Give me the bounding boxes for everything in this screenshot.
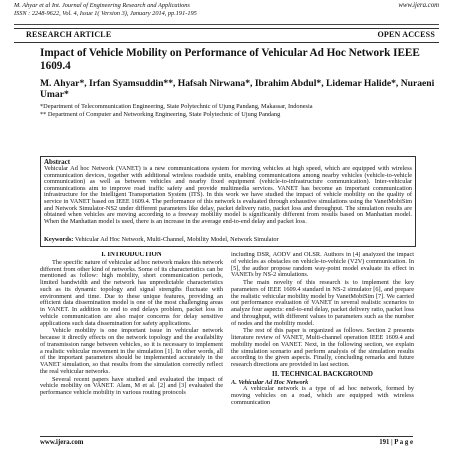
keywords-label: Keywords:: [44, 236, 74, 244]
footer-site-link[interactable]: www.ijera.com: [40, 439, 84, 446]
paragraph: including DSR, AODV and OLSR. Authors in [4] analyzed the impact of vehicles as obstacles on vehicle-to-vehicle (V2V) communication. In [5], the author propose random way-point model evaluate its effect in VANETs by NS-2 simulations.: [231, 252, 414, 279]
paragraph: The main novelty of this research is to implement the key parameters of IEEE 1609.4 standard in NS-2 simulator [6], and prepare the realistic vehicular mobility model by VanetMobiSim [7]. We carried out performance evaluation of VANET in several realistic scenarios to analyze four aspects: end-to-end delay, packet delivery ratio, packet loss and throughput, with different values to parameters such as the number of nodes and the mobility model.: [231, 279, 414, 327]
keywords-text: Vehicular Ad Hoc Network, Multi-Channel, Mobility Model, Network Simulator: [73, 236, 279, 244]
journal-citation-line1: M. Ahyar et al Int. Journal of Engineering Research and Applications: [14, 2, 190, 9]
affiliation-2: ** Department of Computer and Networking Engineering, State Polytechnic of Ujung Pandang: [40, 111, 281, 118]
abstract-heading: Abstract: [44, 158, 71, 166]
paragraph: The specific nature of vehicular ad hoc network makes this network different from other kind of networks. Some of its characteristics can be mentioned as follow: high mobility, short communication periods, limited bandwidth and the network has unpredictable characteristics such as its dynamic topology and signal strengths fluctuate with environment and time. Due to these unique features, providing an efficient data dissemination model is one of the most challenging areas in VANET. In addition to end to end delays problem, packet loss in vehicle communication are also major concerns for delay sensitive applications such data dissemination for safety applications.: [40, 258, 223, 327]
page-footer: [40, 436, 413, 449]
section-heading-technical-background: II. TECHNICAL BACKGROUND: [272, 370, 373, 378]
paragraph: Several recent papers have studied and evaluated the impact of vehicle mobility on VANET. Alam, M et al. [2] and [3] evaluated the performance vehicle mobility in various routing protocols: [40, 375, 223, 396]
journal-site-link[interactable]: www.ijera.com: [398, 2, 439, 9]
affiliation-1: *Department of Telecommunication Engineering, State Polytechnic of Ujung Pandang, Makassar, Indonesia: [40, 103, 313, 110]
paper-authors: M. Ahyar*, Irfan Syamsuddin**, Hafsah Nirwana*, Ibrahim Abdul*, Lidemar Halide*, Nuraeni Umar*: [40, 78, 435, 100]
journal-citation-line2: ISSN : 2248-9622, Vol. 4, Issue 1( Version 3), January 2014, pp.191-195: [14, 10, 197, 18]
subsection-heading: A. Vehicular Ad Hoc Network: [231, 378, 309, 386]
article-type-label: RESEARCH ARTICLE: [26, 30, 112, 39]
right-column: [231, 252, 414, 430]
abstract-box: [40, 156, 416, 247]
paragraph: The rest of this paper is organized as follows. Section 2 presents literature review of VANET, Multi-channel operation IEEE 1609.4 and mobility model on VANET. Next, in the following section, we explain the simulation scenario and perform analysis of the simulation results according to the given aspects. Finally, concluding remarks and future research directions are provided in last section.: [231, 327, 414, 368]
article-type-banner: [14, 28, 439, 43]
journal-header: [14, 0, 439, 25]
open-access-label: OPEN ACCESS: [377, 30, 435, 39]
paper-title: Impact of Vehicle Mobility on Performance of Vehicular Ad Hoc Network IEEE 1609.4: [40, 47, 420, 72]
paragraph: A vehicular network is a type of ad hoc network, formed by moving vehicles on a road, which are equipped with wireless communication: [231, 385, 414, 406]
section-heading-introduction: I. INTRODUCTION: [101, 252, 162, 258]
journal-citation: [14, 2, 197, 18]
abstract-body: Vehicular Ad hoc Network (VANET) is a new communications system for moving vehicles at high speed, which are equipped with wireless communication devices, together with additional wireless roadside units, enabling communications among nearby vehicles (vehicle-to-vehicle communication) as well as between vehicles and nearby fixed equipment (vehicle-to-infrastructure communication). Inter-vehicular communications aim to improve road traffic safety and provide multimedia services. VANET has become an important communication infrastructure for the Intelligent Transportation System (ITS). In this work we have studied the impact of vehicle mobility on the quality of service in VANET based on IEEE 1609.4. The performance of this network is evaluated through exhaustive simulations using the VanetMobiSim and Network Simulator-NS2 under different parameters like delay, packet delivery ratio, packet loss and throughput. The simulation results are obtained when vehicles are moving according to a freeway mobility model is significantly different from results based on Manhattan model. When the Manhattan model is used, there is an increase in the average end-to-end delay and packet loss.: [44, 165, 412, 225]
page-number: 191 | P a g e: [379, 439, 413, 446]
paragraph: Vehicle mobility is one important issue in vehicular network because it directly effects on the network topology and the availability of transmission range between vehicles, so it is necessary to implement a realistic vehicular movement in the simulation [1]. In other words, all of the important parameters should be implemented accurately in the VANET simulation, so that results from the simulation correctly reflect the real vehicular networks.: [40, 327, 223, 375]
left-column: [40, 252, 223, 430]
keywords-line: [44, 237, 412, 244]
